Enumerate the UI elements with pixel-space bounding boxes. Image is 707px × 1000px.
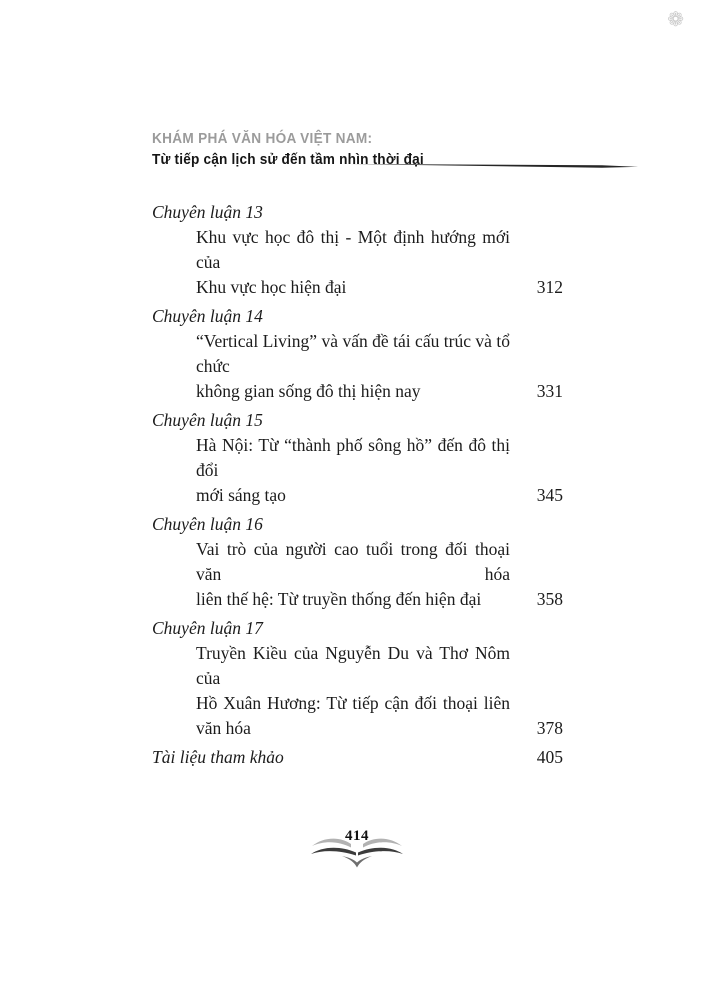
toc-entry-title-line: liên thế hệ: Từ truyền thống đến hiện đại — [196, 589, 482, 609]
toc-entry-title-line: “Vertical Living” và vấn đề tái cấu trúc và tổ chức — [196, 331, 510, 376]
references-label: Tài liệu tham khảo — [152, 747, 284, 767]
toc-entry-title-line: Khu vực học hiện đại — [196, 277, 347, 297]
toc-entry-label: Chuyên luận 14 — [152, 306, 263, 326]
toc-entry — [152, 200, 563, 300]
toc-entry-title-line: Hồ Xuân Hương: Từ tiếp cận đối thoại liên — [196, 693, 510, 713]
toc-entry-title-line: văn hóa — [196, 718, 251, 738]
running-header — [152, 131, 672, 168]
toc-entry-label: Chuyên luận 17 — [152, 618, 263, 638]
toc-entry-body — [152, 433, 563, 508]
flower-ornament-icon: ❁ — [667, 7, 684, 31]
toc-entry-body — [152, 329, 563, 404]
toc-entry-title-line: Hà Nội: Từ “thành phố sông hồ” đến đô thị đổi — [196, 435, 510, 480]
toc-entry — [152, 408, 563, 508]
toc-entry-title-line: Khu vực học đô thị - Một định hướng mới của — [196, 227, 510, 272]
toc-entry-page-number: 345 — [536, 485, 563, 505]
open-book-icon — [311, 829, 403, 875]
toc-entry-body — [152, 225, 563, 300]
toc-entry-page-number: 331 — [536, 381, 563, 401]
toc-entry-title-line: Truyền Kiều của Nguyễn Du và Thơ Nôm của — [196, 643, 510, 688]
book-subtitle: Từ tiếp cận lịch sử đến tầm nhìn thời đại — [152, 152, 424, 168]
toc-entry-body — [152, 641, 563, 741]
header-rule — [350, 161, 638, 171]
toc-entry — [152, 616, 563, 741]
toc-entry-title-line: Vai trò của người cao tuổi trong đối thoại văn hóa — [196, 539, 510, 584]
references-page-number: 405 — [536, 747, 563, 767]
toc-entry-label: Chuyên luận 13 — [152, 202, 263, 222]
toc-entry-label: Chuyên luận 16 — [152, 514, 263, 534]
toc-entry-body — [152, 537, 563, 612]
toc-entry — [152, 512, 563, 612]
toc-entry-label: Chuyên luận 15 — [152, 410, 263, 430]
toc-entry-page-number: 378 — [536, 718, 563, 738]
book-title: KHÁM PHÁ VĂN HÓA VIỆT NAM: — [152, 131, 373, 147]
toc-entry — [152, 304, 563, 404]
toc-entry-title-line: không gian sống đô thị hiện nay — [196, 381, 421, 401]
table-of-contents — [152, 200, 563, 770]
toc-entry-page-number: 358 — [536, 589, 563, 609]
page-number: 414 — [345, 828, 369, 844]
references-row — [152, 745, 563, 770]
toc-entry-page-number: 312 — [536, 277, 563, 297]
toc-entry-title-line: mới sáng tạo — [196, 485, 286, 505]
